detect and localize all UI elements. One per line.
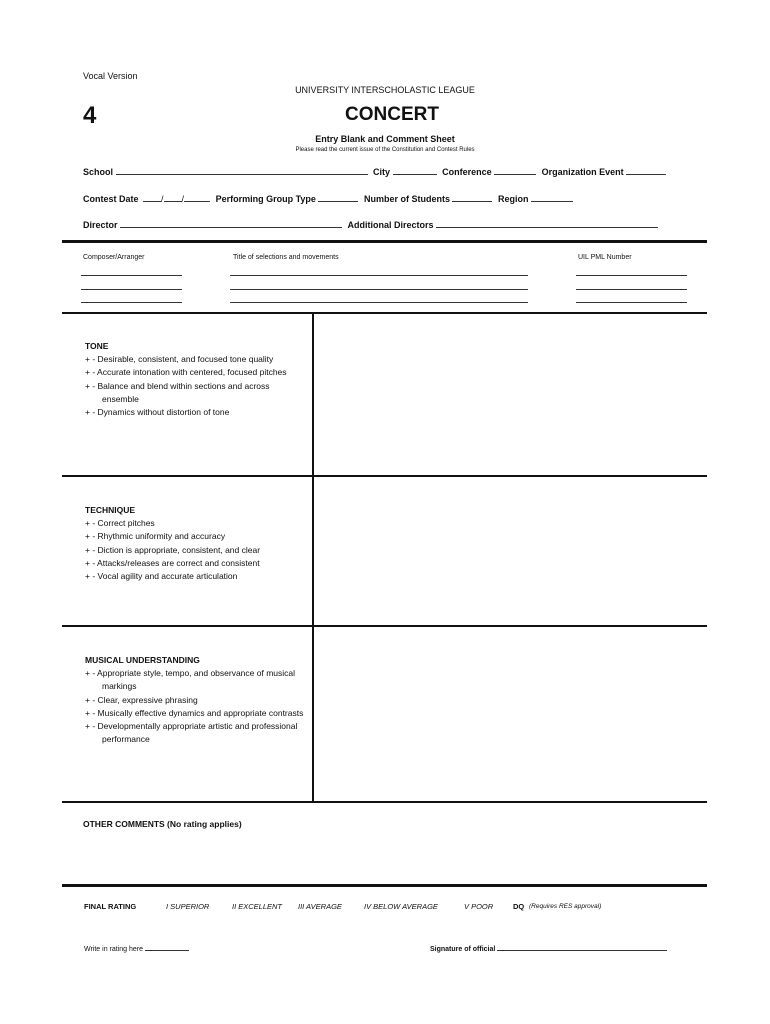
league-name: UNIVERSITY INTERSCHOLASTIC LEAGUE [295,85,475,95]
technique-item: + - Vocal agility and accurate articulation [85,571,238,582]
write-rating-row [84,943,189,953]
contest-day-input[interactable] [164,193,182,202]
city-input[interactable] [393,166,437,175]
city-label: City [373,167,391,177]
conference-input[interactable] [494,166,536,175]
pml-input-2[interactable] [576,289,687,290]
rating-option-excellent[interactable]: II EXCELLENT [232,902,283,911]
director-input[interactable] [120,219,342,228]
composer-input-3[interactable] [81,302,182,303]
rating-option-average[interactable]: III AVERAGE [298,902,342,911]
criteria-rule-2 [62,625,707,627]
organization-event-label: Organization Event [541,167,624,177]
school-input[interactable] [116,166,368,175]
signature-label: Signature of official [430,946,496,953]
musical-understanding-item: + - Appropriate style, tempo, and observance of musical markings [85,668,296,692]
technique-item: + - Attacks/releases are correct and consistent [85,557,260,568]
dq-note: (Requires RES approval) [529,903,602,910]
pml-header: UIL PML Number [578,254,632,261]
tone-item: + - Dynamics without distortion of tone [85,407,230,418]
form-title: CONCERT [345,104,439,125]
rating-option-dq[interactable]: DQ [513,902,525,911]
additional-directors-label: Additional Directors [347,220,434,230]
instruction-note: Please read the current issue of the Constitution and Contest Rules [295,147,475,153]
field-row-director [83,219,658,230]
criteria-tone [85,340,307,419]
region-label: Region [498,194,529,204]
tone-heading: TONE [85,341,109,351]
signature-input[interactable] [497,943,667,951]
technique-item: + - Correct pitches [85,518,155,529]
musical-understanding-heading: MUSICAL UNDERSTANDING [85,655,200,665]
other-comments-label: OTHER COMMENTS (No rating applies) [83,819,242,829]
final-rating-row [0,902,770,914]
criteria-rule-3 [62,801,707,803]
title-header: Title of selections and movements [233,254,339,261]
tone-item: + - Desirable, consistent, and focused tone quality [85,354,274,365]
criteria-technique [85,504,307,583]
form-subtitle: Entry Blank and Comment Sheet [315,134,455,144]
composer-input-2[interactable] [81,289,182,290]
title-input-3[interactable] [230,302,528,303]
pml-input-3[interactable] [576,302,687,303]
musical-understanding-comment-area[interactable] [316,629,704,799]
composer-header: Composer/Arranger [83,254,145,261]
field-row-school [83,166,666,177]
title-input-2[interactable] [230,289,528,290]
performing-group-type-label: Performing Group Type [215,194,316,204]
musical-understanding-item: + - Musically effective dynamics and appropriate contrasts [85,707,304,718]
criteria-rule-1 [62,475,707,477]
tone-comment-area[interactable] [316,316,704,473]
version-label: Vocal Version [83,71,138,81]
number-of-students-input[interactable] [452,193,492,202]
field-row-contest: Contest Date / / Performing Group Type Number of Students Region [83,193,573,204]
rating-option-superior[interactable]: I SUPERIOR [166,902,210,911]
technique-comment-area[interactable] [316,479,704,623]
tone-item: + - Balance and blend within sections and across ensemble [85,380,270,404]
form-number: 4 [83,102,97,129]
tone-item: + - Accurate intonation with centered, focused pitches [85,367,287,378]
final-rating-label: FINAL RATING [84,902,137,911]
rating-divider [62,884,707,887]
rating-option-below-average[interactable]: IV BELOW AVERAGE [364,902,438,911]
rating-option-poor[interactable]: V POOR [464,902,494,911]
director-label: Director [83,220,118,230]
contest-year-input[interactable] [184,193,210,202]
organization-event-input[interactable] [626,166,666,175]
section-divider [62,240,707,243]
composer-input-1[interactable] [81,275,182,276]
additional-directors-input[interactable] [436,219,658,228]
criteria-top-rule [62,312,707,314]
write-rating-input[interactable] [145,943,189,951]
region-input[interactable] [531,193,573,202]
performing-group-type-input[interactable] [318,193,358,202]
technique-item: + - Rhythmic uniformity and accuracy [85,531,226,542]
write-rating-label: Write in rating here [84,946,144,953]
criteria-musical-understanding [85,654,307,746]
other-comments-area[interactable] [83,835,703,880]
contest-month-input[interactable] [143,193,161,202]
conference-label: Conference [442,167,492,177]
technique-heading: TECHNIQUE [85,505,136,515]
criteria-vertical-rule [312,314,314,802]
school-label: School [83,167,114,177]
contest-date-label: Contest Date [83,194,139,204]
technique-item: + - Diction is appropriate, consistent, and clear [85,544,261,555]
musical-understanding-item: + - Developmentally appropriate artistic and professional performance [85,721,298,745]
number-of-students-label: Number of Students [363,194,450,204]
pml-input-1[interactable] [576,275,687,276]
title-input-1[interactable] [230,275,528,276]
musical-understanding-item: + - Clear, expressive phrasing [85,694,198,705]
signature-row [430,943,667,953]
